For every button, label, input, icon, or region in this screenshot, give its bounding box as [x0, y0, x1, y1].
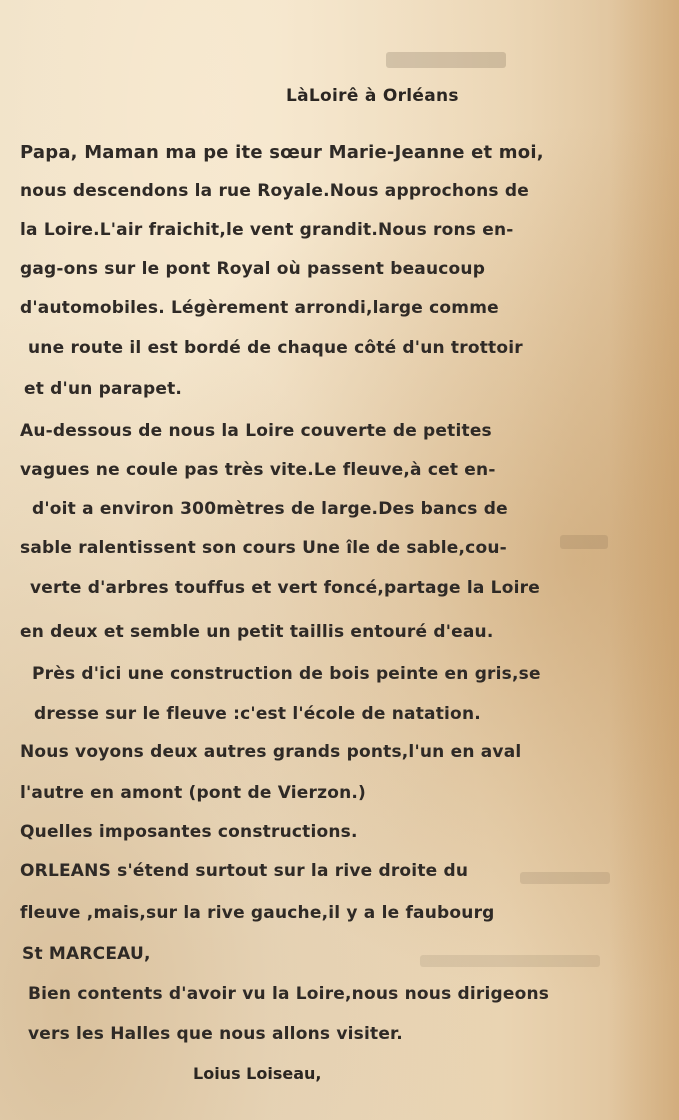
text-line: en deux et semble un petit taillis entouré d'eau.	[20, 622, 494, 642]
text-line: St MARCEAU,	[22, 944, 151, 964]
text-line: d'oit a environ 300mètres de large.Des bancs de	[32, 499, 508, 519]
text-line: Près d'ici une construction de bois peinte en gris,se	[32, 664, 541, 684]
show-through-mark	[420, 955, 600, 967]
text-line: la Loire.L'air fraichit,le vent grandit.Nous rons en-	[20, 220, 514, 240]
text-line: Papa, Maman ma pe ite sœur Marie-Jeanne et moi,	[20, 142, 544, 163]
text-line: fleuve ,mais,sur la rive gauche,il y a le faubourg	[20, 903, 495, 923]
show-through-mark	[386, 52, 506, 68]
text-line: Au-dessous de nous la Loire couverte de petites	[20, 421, 492, 441]
text-line: d'automobiles. Légèrement arrondi,large comme	[20, 298, 499, 318]
text-line: sable ralentissent son cours Une île de sable,cou-	[20, 538, 507, 558]
show-through-mark	[560, 535, 608, 549]
text-line: Quelles imposantes constructions.	[20, 822, 358, 842]
text-line: Nous voyons deux autres grands ponts,l'un en aval	[20, 742, 522, 762]
show-through-mark	[520, 872, 610, 884]
text-line: vagues ne coule pas très vite.Le fleuve,à cet en-	[20, 460, 496, 480]
text-line: Bien contents d'avoir vu la Loire,nous nous dirigeons	[28, 984, 550, 1004]
text-line: nous descendons la rue Royale.Nous approchons de	[20, 181, 529, 201]
text-line: et d'un parapet.	[24, 379, 183, 399]
text-line: l'autre en amont (pont de Vierzon.)	[20, 783, 367, 803]
text-line: vers les Halles que nous allons visiter.	[28, 1024, 403, 1044]
paper-stain	[609, 0, 679, 1120]
text-line: verte d'arbres touffus et vert foncé,partage la Loire	[30, 578, 540, 598]
text-line: une route il est bordé de chaque côté d'un trottoir	[28, 338, 523, 358]
text-line: dresse sur le fleuve :c'est l'école de natation.	[34, 704, 481, 724]
text-line: gag-ons sur le pont Royal où passent beaucoup	[20, 259, 486, 279]
author-signature: Loius Loiseau,	[193, 1064, 322, 1083]
text-line: ORLEANS s'étend surtout sur la rive droite du	[20, 861, 469, 881]
page-title: LàLoirê à Orléans	[286, 86, 459, 106]
